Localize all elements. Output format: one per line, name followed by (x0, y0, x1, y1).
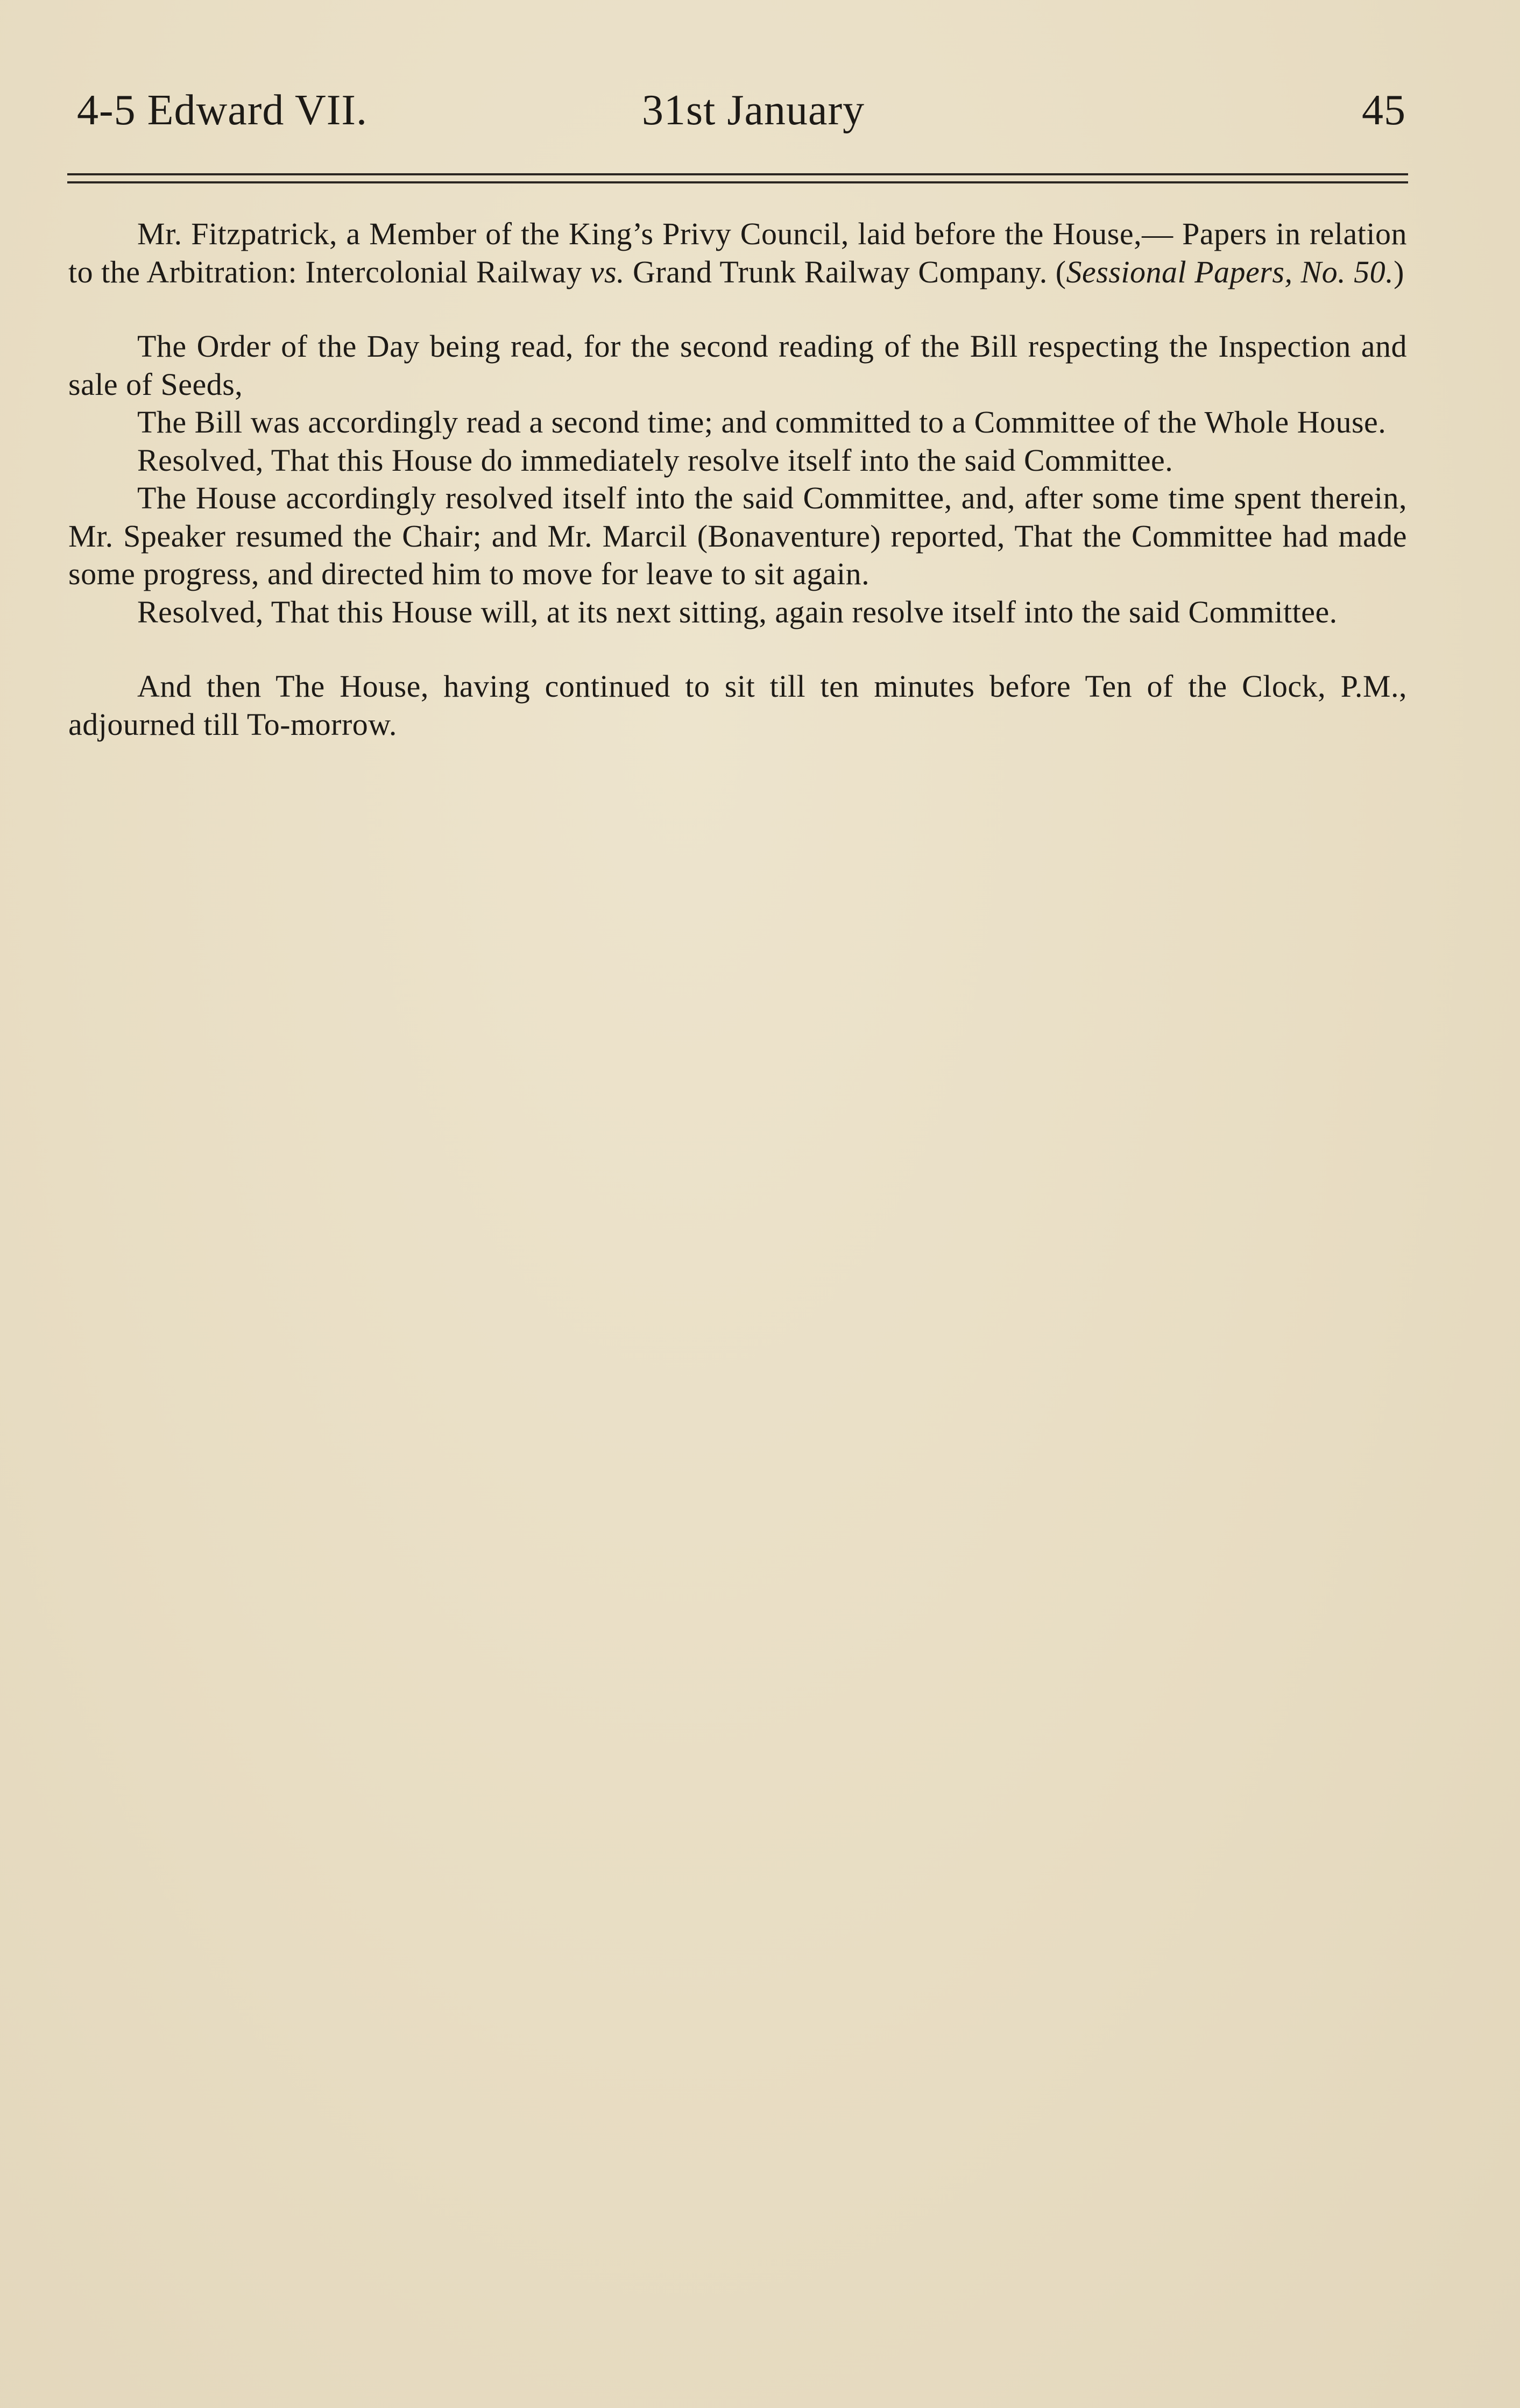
paragraph-order-of-day: The Order of the Day being read, for the second reading of the Bill respecting the Inspection and sale of Seeds, (68, 329, 1407, 402)
header-session: 4-5 Edward VII. (77, 87, 368, 134)
page-header (77, 81, 1406, 140)
header-rule-top (67, 173, 1408, 175)
paragraph-papers-text: Mr. Fitzpatrick, a Member of the King’s Privy Council, laid before the House,— Papers in relation to the Arbitration: Intercolonial Railway (68, 216, 1407, 289)
paragraph-papers-laid (68, 215, 1407, 291)
paragraph-papers-text-2: Grand Trunk Railway Company. ( (625, 254, 1066, 289)
journal-body (68, 215, 1407, 743)
header-rule-bottom (67, 181, 1408, 183)
paragraph-adjournment: And then The House, having continued to sit till ten minutes before Ten of the Clock, P.M., adjourned till To-morrow. (68, 669, 1407, 742)
page-number: 45 (1362, 87, 1406, 134)
header-date: 31st January (642, 87, 865, 134)
sessional-paper-ref: Sessional Papers, No. 50. (1066, 254, 1394, 289)
paragraph-gap (68, 291, 1407, 328)
paragraph-gap-2 (68, 631, 1407, 668)
paragraph-resolved-committee: Resolved, That this House do immediately resolve itself into the said Committee. (137, 442, 1173, 478)
paragraph-papers-close: ) (1394, 254, 1404, 289)
paragraph-second-reading: The Bill was accordingly read a second time; and committed to a Committee of the Whole House. (137, 405, 1387, 440)
paragraph-committee-report: The House accordingly resolved itself into the said Committee, and, after some time spent therein, Mr. Speaker resumed the Chair; and Mr. Marcil (Bonaventure) reported, That the Committee had made some progress, and directed him to move for leave to sit again. (68, 480, 1407, 591)
versus-text: vs. (590, 254, 625, 289)
paragraph-resolved-next-sitting: Resolved, That this House will, at its next sitting, again resolve itself into the said Committee. (137, 594, 1338, 629)
